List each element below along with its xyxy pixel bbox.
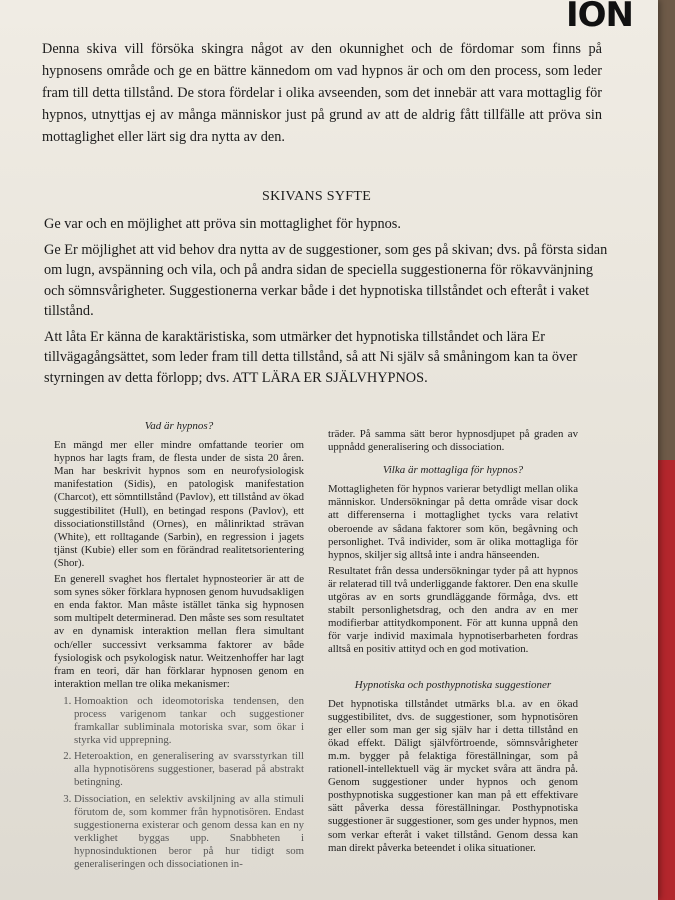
syfte-paragraph-1: Ge var och en möjlighet att pröva sin mottaglighet för hypnos.	[44, 216, 401, 232]
left-paragraph-1: En mängd mer eller mindre omfattande teorier om hypnos har lagts fram, de flesta under de sista 20 åren. Man har beskrivit hypnos som en neurofysiologisk manifestation (Sidis), en patologisk manifestation (Charcot), ett sömntillstånd (Pavlov), ett tillstånd av ökad suggestibilitet (Hull), en betingad respons (Pavlov), ett dissociationstillstånd (Ornes), en målinriktad strävan (White), ett rolltagande (Sarbin), en regression i jagets tjänst (Kubie) eller som en förändrad realitetsorientering (Shor).	[54, 439, 304, 569]
heading-vilka-ar-mottagliga: Vilka är mottagliga för hypnos?	[382, 464, 524, 477]
intro-paragraph: Denna skiva vill försöka skingra något av den okunnighet och de fördomar som finns på hypnosens område och ge en bättre kännedom om vad hypnos är och om den process, som leder fram till detta tillstånd. De stora fördelar i olika avseenden, som det innebär att vara mottaglig för hypnos, utnyttjas ej av många människor just på grund av att de aldrig fått tillfälle att pröva sin mottaglighet eller lärt sig dra nytta av den.	[42, 41, 602, 145]
section-title-skivans-syfte: SKIVANS SYFTE	[262, 189, 372, 204]
left-paragraph-2: En generell svaghet hos flertalet hypnosteorier är att de som synes söker förklara hypnosen genom huvudsakligen en enda faktor. Man måste istället tänka sig hypnosen som multipelt determinerad. Den måste ses som resultatet av en dynamisk interaktion mellan flera simultant och/eller successivt verksamma faktorer av både fysiologisk och psykologisk natur. Weitzenhoffer har lagt fram en teori, där han förklarar hypnosen genom en interaktion mellan tre olika mekanismer:	[54, 573, 304, 690]
list-item: 1. Homoaktion och ideomotoriska tendensen, den process varigenom tankar och suggestioner framkallar subliminala motoriska svar, som ökar i styrka vid upprepning.	[74, 695, 304, 747]
syfte-section	[44, 214, 614, 393]
syfte-paragraph-2: Ge Er möjlighet att vid behov dra nytta av de suggestioner, som ges på skivan; dvs. på första sidan om lugn, avspänning och vila, och på andra sidan de speciella suggestionerna för rökavvänjning och sömnsvårigheter. Suggestionerna verkar både i det hypnotiska tillståndet och efteråt i vaket tillstånd.	[44, 241, 608, 319]
list-item: 2. Heteroaktion, en generalisering av svarsstyrkan till alla hypnotisörens suggestioner, baserad på abstrakt betingning.	[74, 750, 304, 789]
list-item: 3. Dissociation, en selektiv avskiljning av alla stimuli förutom de, som kommer från hypnotisören. Endast suggestionerna existerar och genom dessa kan en ny verklighet byggas upp. Snabbheten i hypnosinduktionen beror på hur tidigt som generaliseringen och dissociationen in-	[74, 793, 304, 872]
heading-hypnotiska-suggestioner: Hypnotiska och posthypnotiska suggestioner	[354, 678, 552, 691]
logo: ION	[566, 0, 634, 35]
mechanism-list	[54, 695, 304, 871]
right-paragraph-3: Det hypnotiska tillståndet utmärks bl.a. av en ökad suggestibilitet, dvs. de suggestioner, som hypnotisören ger eller som man ger sig själv har i detta tillstånd en ökad effekt. Däligt självförtroende, sömnsvårigheter m.m. bygger på felaktiga föreställningar, som på rationell-intellektuell väg är mycket svåra att ändra på. Genom suggestioner under hypnos och genom posthypnotiska suggestioner kan man på ett effektivare sätt påverka dessa föreställningar. Posthypnotiska suggestioner är suggestioner, som ges under hypnos, men som verkar efteråt i vaket tillstånd. Genom dessa kan man direkt påverka beteendet i olika situationer.	[328, 697, 578, 854]
heading-vad-ar-hypnos: Vad är hypnos?	[144, 420, 214, 432]
right-continuation: träder. På samma sätt beror hypnosdjupet på graden av uppnådd generalisering och dissociation.	[328, 428, 578, 454]
left-column	[54, 420, 304, 874]
right-paragraph-2: Resultatet från dessa undersökningar tyder på att hypnos är relaterad till två underliggande faktorer. Den ena skulle utgöras av en sorts grundläggande förmåga, dvs. ett stabilt personlighetsdrag, och den andra av en mer modifierbar attitydkomponent. För att kunna uppnå den för varje individ maximala hypnotiserbarheten fordras alltså en positiv attityd och en god motivation.	[328, 564, 578, 656]
right-column	[328, 428, 578, 858]
syfte-paragraph-3: Att låta Er känna de karaktäristiska, som utmärker det hypnotiska tillståndet och lära Er tillvägagångsättet, som leder fram till detta tillstånd, så att Ni själv så småningom kan ta över styrningen av detta förlopp; dvs. ATT LÄRA ER SJÄLVHYPNOS.	[44, 328, 578, 386]
right-paragraph-1: Mottagligheten för hypnos varierar betydligt mellan olika människor. Undersökningar på detta område visar dock att differenserna i mottaglighet tycks vara relativt oberoende av sådana faktorer som kön, begåvning och personlighet. Två individer, som är olika mottagliga för hypnos, skiljer sig alltså inte i andra hänseenden.	[328, 483, 578, 561]
